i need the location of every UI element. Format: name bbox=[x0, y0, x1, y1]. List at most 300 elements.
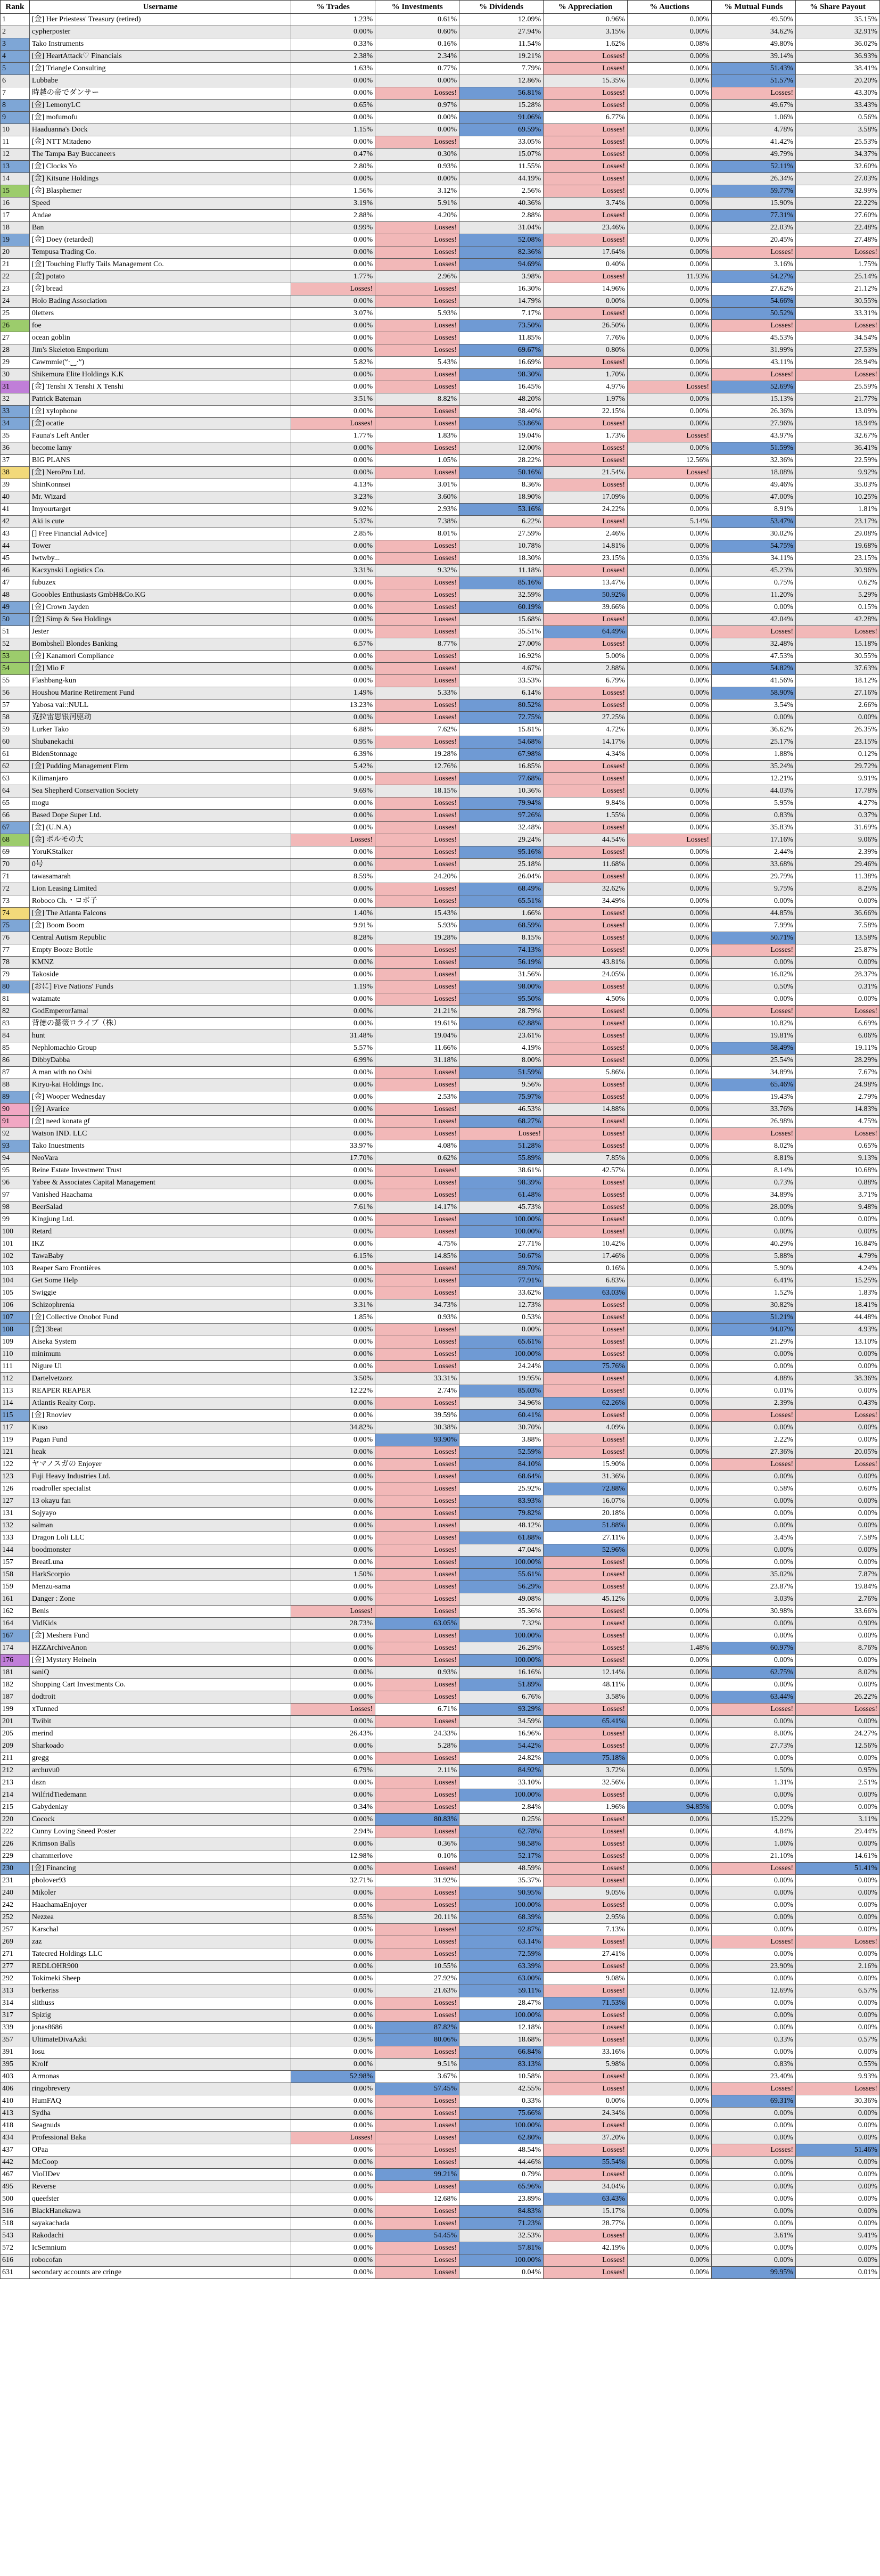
username-cell[interactable]: Professional Baka bbox=[29, 2132, 291, 2144]
username-cell[interactable]: Kilimanjaro bbox=[29, 773, 291, 785]
username-cell[interactable]: Schizophrenia bbox=[29, 1299, 291, 1312]
investments-cell: 80.83% bbox=[375, 1814, 459, 1826]
auctions-cell: 0.00% bbox=[628, 14, 712, 26]
username-cell[interactable]: Central Autism Republic bbox=[29, 932, 291, 944]
appreciation-cell: 23.15% bbox=[544, 553, 628, 565]
username-cell[interactable]: minimum bbox=[29, 1348, 291, 1361]
username-cell[interactable]: A man with no Oshi bbox=[29, 1067, 291, 1079]
username-cell[interactable]: Gooobles Enthusiasts GmbH&Co.KG bbox=[29, 589, 291, 602]
mutual-funds-cell: 8.91% bbox=[712, 504, 796, 516]
trades-cell: 3.50% bbox=[291, 1373, 375, 1385]
username-cell[interactable]: 克拉雷思银河驱动 bbox=[29, 712, 291, 724]
share-payout-cell: Losses! bbox=[795, 1128, 879, 1140]
username-cell[interactable]: [金] Tenshi X Tenshi X Tenshi bbox=[29, 381, 291, 393]
username-cell[interactable]: Kaczynski Logistics Co. bbox=[29, 565, 291, 577]
table-row bbox=[1, 2059, 880, 2071]
mutual-funds-cell: 58.49% bbox=[712, 1042, 796, 1055]
username-cell[interactable]: Dragon Loli LLC bbox=[29, 1532, 291, 1544]
username-cell[interactable]: fubuzex bbox=[29, 577, 291, 589]
username-cell[interactable]: YoruKStalker bbox=[29, 846, 291, 859]
username-cell[interactable]: Fauna's Left Antler bbox=[29, 430, 291, 442]
username-cell[interactable]: Mikoler bbox=[29, 1887, 291, 1899]
table-row bbox=[1, 467, 880, 479]
username-cell[interactable]: Tako Inuestments bbox=[29, 1140, 291, 1153]
username-cell[interactable]: Jester bbox=[29, 626, 291, 638]
username-cell[interactable]: IcSemnium bbox=[29, 2242, 291, 2254]
investments-cell: 0.00% bbox=[375, 75, 459, 87]
username-cell[interactable]: Seagnuds bbox=[29, 2120, 291, 2132]
username-cell[interactable]: [金] need konata gf bbox=[29, 1116, 291, 1128]
username-cell[interactable]: [金] Doey (retarded) bbox=[29, 234, 291, 246]
username-cell[interactable]: [金] Blasphemer bbox=[29, 185, 291, 197]
username-cell[interactable]: The Tampa Bay Buccaneers bbox=[29, 149, 291, 161]
trades-cell: 0.00% bbox=[291, 1814, 375, 1826]
dividends-cell: 54.42% bbox=[459, 1740, 544, 1752]
rank-cell: 91 bbox=[1, 1116, 30, 1128]
appreciation-cell: 34.49% bbox=[544, 895, 628, 908]
mutual-funds-cell: 2.22% bbox=[712, 1434, 796, 1446]
trades-cell: 0.00% bbox=[291, 2022, 375, 2034]
table-row bbox=[1, 1789, 880, 1801]
username-cell[interactable]: Tempusa Trading Co. bbox=[29, 246, 291, 259]
username-cell[interactable]: [金] (U.N.A) bbox=[29, 822, 291, 834]
username-cell[interactable]: Menzu-sama bbox=[29, 1581, 291, 1593]
username-cell[interactable]: chammerlove bbox=[29, 1850, 291, 1863]
username-cell[interactable]: 0号 bbox=[29, 859, 291, 871]
username-cell[interactable]: 背徳の薔薇ロライブ（株） bbox=[29, 1018, 291, 1030]
username-cell[interactable]: Rakodachi bbox=[29, 2230, 291, 2242]
username-cell[interactable]: [金] Clocks Yo bbox=[29, 161, 291, 173]
username-cell[interactable]: [金] LemonyLC bbox=[29, 100, 291, 112]
username-cell[interactable]: HZZArchiveAnon bbox=[29, 1642, 291, 1655]
username-cell[interactable]: Danger : Zone bbox=[29, 1593, 291, 1606]
username-cell[interactable]: [金] Rnoviev bbox=[29, 1410, 291, 1422]
username-cell[interactable]: Aki is cute bbox=[29, 516, 291, 528]
rank-cell: 157 bbox=[1, 1557, 30, 1569]
investments-cell: 12.68% bbox=[375, 2193, 459, 2205]
share-payout-cell: 23.15% bbox=[795, 736, 879, 748]
username-cell[interactable]: [金] Financing bbox=[29, 1863, 291, 1875]
table-row bbox=[1, 173, 880, 185]
username-cell[interactable]: [金] HeartAttack♡ Financials bbox=[29, 51, 291, 63]
investments-cell: Losses! bbox=[375, 136, 459, 149]
username-cell[interactable]: Dartelvetzorz bbox=[29, 1373, 291, 1385]
trades-cell: 0.33% bbox=[291, 38, 375, 51]
appreciation-cell: Losses! bbox=[544, 87, 628, 100]
dividends-cell: 98.39% bbox=[459, 1177, 544, 1189]
dividends-cell: 68.59% bbox=[459, 920, 544, 932]
username-cell[interactable]: VidKids bbox=[29, 1618, 291, 1630]
dividends-cell: 85.16% bbox=[459, 577, 544, 589]
username-cell[interactable]: [金] Crown Jayden bbox=[29, 602, 291, 614]
username-cell[interactable]: ヤマノスガの Enjoyer bbox=[29, 1459, 291, 1471]
username-cell[interactable]: Yabosa vai::NULL bbox=[29, 699, 291, 712]
username-cell[interactable]: watamate bbox=[29, 993, 291, 1006]
username-cell[interactable]: Iosu bbox=[29, 2046, 291, 2059]
username-cell[interactable]: Haaduanna's Dock bbox=[29, 124, 291, 136]
username-cell[interactable]: GodEmperorJamal bbox=[29, 1006, 291, 1018]
username-cell[interactable]: Twibit bbox=[29, 1716, 291, 1728]
auctions-cell: 0.00% bbox=[628, 1495, 712, 1508]
username-cell[interactable]: roadroller specialist bbox=[29, 1483, 291, 1495]
username-cell[interactable]: [金] Touching Fluffy Tails Management Co. bbox=[29, 259, 291, 271]
username-cell[interactable]: [金] Meshera Fund bbox=[29, 1630, 291, 1642]
username-cell[interactable]: Tako Instruments bbox=[29, 38, 291, 51]
username-cell[interactable]: Empty Booze Bottle bbox=[29, 944, 291, 957]
header-share-payout[interactable]: % Share Payout bbox=[795, 1, 879, 14]
username-cell[interactable]: [金] Avarice bbox=[29, 1104, 291, 1116]
username-cell[interactable]: [金] xylophone bbox=[29, 406, 291, 418]
username-cell[interactable]: heak bbox=[29, 1446, 291, 1459]
share-payout-cell: 33.66% bbox=[795, 1606, 879, 1618]
username-cell[interactable]: IKZ bbox=[29, 1238, 291, 1250]
share-payout-cell: 29.08% bbox=[795, 528, 879, 540]
username-cell[interactable]: [金] NTT Mitadeno bbox=[29, 136, 291, 149]
mutual-funds-cell: 35.02% bbox=[712, 1569, 796, 1581]
username-cell[interactable]: Based Dope Super Ltd. bbox=[29, 810, 291, 822]
header-username[interactable]: Username bbox=[29, 1, 291, 14]
username-cell[interactable]: [金] Kanamori Compliance bbox=[29, 651, 291, 663]
username-cell[interactable]: [金] Mio F bbox=[29, 663, 291, 675]
auctions-cell: 0.00% bbox=[628, 944, 712, 957]
username-cell[interactable]: jonas8686 bbox=[29, 2022, 291, 2034]
table-row bbox=[1, 1887, 880, 1899]
appreciation-cell: 16.07% bbox=[544, 1495, 628, 1508]
appreciation-cell: 34.04% bbox=[544, 2181, 628, 2193]
username-cell[interactable]: Lion Leasing Limited bbox=[29, 883, 291, 895]
username-cell[interactable]: VioIIDev bbox=[29, 2169, 291, 2181]
username-cell[interactable]: [金] Triangle Consulting bbox=[29, 63, 291, 75]
trades-cell: Losses! bbox=[291, 283, 375, 295]
username-cell[interactable]: Shubanekachi bbox=[29, 736, 291, 748]
appreciation-cell: 32.62% bbox=[544, 883, 628, 895]
username-cell[interactable]: Jim's Skeleton Emporium bbox=[29, 344, 291, 357]
username-cell[interactable]: [金] Pudding Management Firm bbox=[29, 761, 291, 773]
username-cell[interactable]: Sea Shepherd Conservation Society bbox=[29, 785, 291, 797]
username-cell[interactable]: queefster bbox=[29, 2193, 291, 2205]
username-cell[interactable]: Reaper Saro Frontières bbox=[29, 1263, 291, 1275]
username-cell[interactable]: dodtroit bbox=[29, 1691, 291, 1703]
username-cell[interactable]: Sojyayo bbox=[29, 1508, 291, 1520]
username-cell[interactable]: [金] ocatie bbox=[29, 418, 291, 430]
username-cell[interactable]: [金] NeroPro Ltd. bbox=[29, 467, 291, 479]
username-cell[interactable]: Imyourtarget bbox=[29, 504, 291, 516]
username-cell[interactable]: HarkScorpio bbox=[29, 1569, 291, 1581]
dividends-cell: 62.88% bbox=[459, 1018, 544, 1030]
table-row bbox=[1, 51, 880, 63]
username-cell[interactable]: BidenStonnage bbox=[29, 748, 291, 761]
username-cell[interactable]: Speed bbox=[29, 197, 291, 210]
appreciation-cell: Losses! bbox=[544, 1618, 628, 1630]
username-cell[interactable]: become lamy bbox=[29, 442, 291, 455]
dividends-cell: 16.85% bbox=[459, 761, 544, 773]
username-cell[interactable]: Mr. Wizard bbox=[29, 491, 291, 504]
username-cell[interactable]: sayakachada bbox=[29, 2218, 291, 2230]
table-row bbox=[1, 504, 880, 516]
auctions-cell: 0.00% bbox=[628, 185, 712, 197]
username-cell[interactable]: Tokimeki Sheep bbox=[29, 1973, 291, 1985]
username-cell[interactable]: 13 okayu fan bbox=[29, 1495, 291, 1508]
dividends-cell: 4.67% bbox=[459, 663, 544, 675]
username-cell[interactable]: BeerSalad bbox=[29, 1201, 291, 1214]
username-cell[interactable]: Atlantis Realty Corp. bbox=[29, 1397, 291, 1410]
username-cell[interactable]: 時越の帝でダンサー bbox=[29, 87, 291, 100]
username-cell[interactable]: berkeriss bbox=[29, 1985, 291, 1997]
username-cell[interactable]: ocean goblin bbox=[29, 332, 291, 344]
username-cell[interactable]: Patrick Bateman bbox=[29, 393, 291, 406]
mutual-funds-cell: 29.79% bbox=[712, 871, 796, 883]
username-cell[interactable]: Pagan Fund bbox=[29, 1434, 291, 1446]
rank-cell: 59 bbox=[1, 724, 30, 736]
table-row bbox=[1, 418, 880, 430]
username-cell[interactable]: Gabydeniay bbox=[29, 1801, 291, 1814]
username-cell[interactable]: [金] 3beat bbox=[29, 1324, 291, 1336]
share-payout-cell: Losses! bbox=[795, 246, 879, 259]
dividends-cell: 100.00% bbox=[459, 2010, 544, 2022]
username-cell[interactable]: Cawmmie(ᐡ·‿·ᐡ) bbox=[29, 357, 291, 369]
header-appreciation[interactable]: % Appreciation bbox=[544, 1, 628, 14]
appreciation-cell: Losses! bbox=[544, 1581, 628, 1593]
username-cell[interactable]: Iwtwby... bbox=[29, 553, 291, 565]
username-cell[interactable]: [おに] Five Nations' Funds bbox=[29, 981, 291, 993]
username-cell[interactable]: Karschal bbox=[29, 1924, 291, 1936]
username-cell[interactable]: KMNZ bbox=[29, 957, 291, 969]
username-cell[interactable]: mogu bbox=[29, 797, 291, 810]
username-cell[interactable]: pbolover93 bbox=[29, 1875, 291, 1887]
username-cell[interactable]: Vanished Haachama bbox=[29, 1189, 291, 1201]
table-row bbox=[1, 381, 880, 393]
dividends-cell: 33.05% bbox=[459, 136, 544, 149]
username-cell[interactable]: Sharkoado bbox=[29, 1740, 291, 1752]
username-cell[interactable]: WilfridTiedemann bbox=[29, 1789, 291, 1801]
header-trades[interactable]: % Trades bbox=[291, 1, 375, 14]
username-cell[interactable]: gregg bbox=[29, 1752, 291, 1765]
username-cell[interactable]: boodmonster bbox=[29, 1544, 291, 1557]
username-cell[interactable]: salman bbox=[29, 1520, 291, 1532]
trades-cell: 0.00% bbox=[291, 2059, 375, 2071]
username-cell[interactable]: Nigure Ui bbox=[29, 1361, 291, 1373]
username-cell[interactable]: [金] ボルモの大 bbox=[29, 834, 291, 846]
trades-cell: 17.70% bbox=[291, 1153, 375, 1165]
rank-cell: 54 bbox=[1, 663, 30, 675]
auctions-cell: 0.00% bbox=[628, 1606, 712, 1618]
trades-cell: 0.00% bbox=[291, 1789, 375, 1801]
table-row bbox=[1, 1177, 880, 1189]
share-payout-cell: 18.94% bbox=[795, 418, 879, 430]
username-cell[interactable]: ShinKonnsei bbox=[29, 479, 291, 491]
dividends-cell: 0.04% bbox=[459, 2267, 544, 2279]
investments-cell: Losses! bbox=[375, 773, 459, 785]
username-cell[interactable]: BIG PLANS bbox=[29, 455, 291, 467]
username-cell[interactable]: Krolf bbox=[29, 2059, 291, 2071]
table-row bbox=[1, 393, 880, 406]
username-cell[interactable]: secondary accounts are cringe bbox=[29, 2267, 291, 2279]
username-cell[interactable]: [金] Kitsune Holdings bbox=[29, 173, 291, 185]
username-cell[interactable]: cypherposter bbox=[29, 26, 291, 38]
username-cell[interactable]: [金] potato bbox=[29, 271, 291, 283]
header-dividends[interactable]: % Dividends bbox=[459, 1, 544, 14]
investments-cell: Losses! bbox=[375, 2010, 459, 2022]
rank-cell: 87 bbox=[1, 1067, 30, 1079]
username-cell[interactable]: [金] bread bbox=[29, 283, 291, 295]
share-payout-cell: Losses! bbox=[795, 320, 879, 332]
trades-cell: 52.98% bbox=[291, 2071, 375, 2083]
table-row bbox=[1, 724, 880, 736]
username-cell[interactable]: Kiryu-kai Holdings Inc. bbox=[29, 1079, 291, 1091]
username-cell[interactable]: archuvu0 bbox=[29, 1765, 291, 1777]
username-cell[interactable]: HumFAQ bbox=[29, 2095, 291, 2108]
username-cell[interactable]: [] Free Financial Advice] bbox=[29, 528, 291, 540]
username-cell[interactable]: Tatecred Holdings LLC bbox=[29, 1948, 291, 1961]
username-cell[interactable]: Holo Bading Association bbox=[29, 295, 291, 308]
username-cell[interactable]: Reverse bbox=[29, 2181, 291, 2193]
rank-cell: 230 bbox=[1, 1863, 30, 1875]
mutual-funds-cell: 0.00% bbox=[712, 1899, 796, 1912]
username-cell[interactable]: HaachamaEnjoyer bbox=[29, 1899, 291, 1912]
mutual-funds-cell: 1.50% bbox=[712, 1765, 796, 1777]
username-cell[interactable]: Shikemura Elite Holdings K.K bbox=[29, 369, 291, 381]
username-cell[interactable]: REAPER REAPER bbox=[29, 1385, 291, 1397]
trades-cell: 0.00% bbox=[291, 1324, 375, 1336]
trades-cell: 0.00% bbox=[291, 1287, 375, 1299]
rank-cell: 292 bbox=[1, 1973, 30, 1985]
trades-cell: 1.85% bbox=[291, 1312, 375, 1324]
username-cell[interactable]: merind bbox=[29, 1728, 291, 1740]
username-cell[interactable]: DibbyDabba bbox=[29, 1055, 291, 1067]
username-cell[interactable]: BlackHanekawa bbox=[29, 2205, 291, 2218]
username-cell[interactable]: Yabee & Associates Capital Management bbox=[29, 1177, 291, 1189]
username-cell[interactable]: Nezzea bbox=[29, 1912, 291, 1924]
dividends-cell: 44.46% bbox=[459, 2157, 544, 2169]
username-cell[interactable]: Flashbang-kun bbox=[29, 675, 291, 687]
header-rank[interactable]: Rank bbox=[1, 1, 30, 14]
share-payout-cell: 2.79% bbox=[795, 1091, 879, 1104]
username-cell[interactable]: REDLOHR900 bbox=[29, 1961, 291, 1973]
username-cell[interactable]: Andae bbox=[29, 210, 291, 222]
username-cell[interactable]: [金] Simp & Sea Holdings bbox=[29, 614, 291, 626]
username-cell[interactable]: Retard bbox=[29, 1226, 291, 1238]
share-payout-cell: 25.59% bbox=[795, 381, 879, 393]
username-cell[interactable]: NeoVara bbox=[29, 1153, 291, 1165]
username-cell[interactable]: [金] mofumofu bbox=[29, 112, 291, 124]
username-cell[interactable]: OPaa bbox=[29, 2144, 291, 2157]
trades-cell: 0.00% bbox=[291, 883, 375, 895]
username-cell[interactable]: McCoop bbox=[29, 2157, 291, 2169]
share-payout-cell: 32.99% bbox=[795, 185, 879, 197]
username-cell[interactable]: [金] Her Priestess' Treasury (retired) bbox=[29, 14, 291, 26]
username-cell[interactable]: Kuso bbox=[29, 1422, 291, 1434]
username-cell[interactable]: Shopping Cart Investments Co. bbox=[29, 1679, 291, 1691]
username-cell[interactable]: TawaBaby bbox=[29, 1250, 291, 1263]
auctions-cell: 0.00% bbox=[628, 1557, 712, 1569]
username-cell[interactable]: foe bbox=[29, 320, 291, 332]
auctions-cell: 0.00% bbox=[628, 234, 712, 246]
share-payout-cell: 25.87% bbox=[795, 944, 879, 957]
username-cell[interactable]: saniQ bbox=[29, 1667, 291, 1679]
header-auctions[interactable]: % Auctions bbox=[628, 1, 712, 14]
username-cell[interactable]: 0letters bbox=[29, 308, 291, 320]
username-cell[interactable]: Armonas bbox=[29, 2071, 291, 2083]
username-cell[interactable]: Sydha bbox=[29, 2108, 291, 2120]
dividends-cell: 100.00% bbox=[459, 2120, 544, 2132]
username-cell[interactable]: [金] Collective Onobot Fund bbox=[29, 1312, 291, 1324]
header-investments[interactable]: % Investments bbox=[375, 1, 459, 14]
share-payout-cell: 0.00% bbox=[795, 1471, 879, 1483]
username-cell[interactable]: Reine Estate Investment Trust bbox=[29, 1165, 291, 1177]
auctions-cell: 0.00% bbox=[628, 1716, 712, 1728]
dividends-cell: 16.45% bbox=[459, 381, 544, 393]
username-cell[interactable]: [金] The Atlanta Falcons bbox=[29, 908, 291, 920]
dividends-cell: 65.96% bbox=[459, 2181, 544, 2193]
share-payout-cell: 6.69% bbox=[795, 1018, 879, 1030]
username-cell[interactable]: Ban bbox=[29, 222, 291, 234]
investments-cell: 33.31% bbox=[375, 1373, 459, 1385]
username-cell[interactable]: Watson IND. LLC bbox=[29, 1128, 291, 1140]
appreciation-cell: Losses! bbox=[544, 136, 628, 149]
username-cell[interactable]: [金] Wooper Wednesday bbox=[29, 1091, 291, 1104]
mutual-funds-cell: 0.00% bbox=[712, 2181, 796, 2193]
auctions-cell: 0.00% bbox=[628, 1091, 712, 1104]
username-cell[interactable]: slithuss bbox=[29, 1997, 291, 2010]
rank-cell: 104 bbox=[1, 1275, 30, 1287]
username-cell[interactable]: ringobrevery bbox=[29, 2083, 291, 2095]
username-cell[interactable]: Roboco Ch.・ロボ子 bbox=[29, 895, 291, 908]
username-cell[interactable]: Spizig bbox=[29, 2010, 291, 2022]
username-cell[interactable]: tawasamarah bbox=[29, 871, 291, 883]
username-cell[interactable]: Lubbabe bbox=[29, 75, 291, 87]
username-cell[interactable]: hunt bbox=[29, 1030, 291, 1042]
table-row bbox=[1, 1446, 880, 1459]
username-cell[interactable]: [金] Mystery Heinein bbox=[29, 1655, 291, 1667]
username-cell[interactable]: Aiseka System bbox=[29, 1336, 291, 1348]
username-cell[interactable]: Cunny Loving Sneed Poster bbox=[29, 1826, 291, 1838]
username-cell[interactable]: Bombshell Blondes Banking bbox=[29, 638, 291, 651]
username-cell[interactable]: Lurker Tako bbox=[29, 724, 291, 736]
username-cell[interactable]: Krimson Balls bbox=[29, 1838, 291, 1850]
username-cell[interactable]: dazn bbox=[29, 1777, 291, 1789]
dividends-cell: 12.86% bbox=[459, 75, 544, 87]
investments-cell: Losses! bbox=[375, 1116, 459, 1128]
username-cell[interactable]: Get Some Help bbox=[29, 1275, 291, 1287]
username-cell[interactable]: zaz bbox=[29, 1936, 291, 1948]
header-mutual-funds[interactable]: % Mutual Funds bbox=[712, 1, 796, 14]
username-cell[interactable]: Houshou Marine Retirement Fund bbox=[29, 687, 291, 699]
username-cell[interactable]: robocofan bbox=[29, 2254, 291, 2267]
username-cell[interactable]: [金] Boom Boom bbox=[29, 920, 291, 932]
mutual-funds-cell: 0.00% bbox=[712, 2205, 796, 2218]
appreciation-cell: 24.05% bbox=[544, 969, 628, 981]
username-cell[interactable]: UltimateDivaAzki bbox=[29, 2034, 291, 2046]
username-cell[interactable]: Swiggie bbox=[29, 1287, 291, 1299]
username-cell[interactable]: Takoside bbox=[29, 969, 291, 981]
investments-cell: Losses! bbox=[375, 1581, 459, 1593]
username-cell[interactable]: Cocock bbox=[29, 1814, 291, 1826]
share-payout-cell: 9.13% bbox=[795, 1153, 879, 1165]
share-payout-cell: 0.01% bbox=[795, 2267, 879, 2279]
username-cell[interactable]: BreatLuna bbox=[29, 1557, 291, 1569]
username-cell[interactable]: Benis bbox=[29, 1606, 291, 1618]
appreciation-cell: Losses! bbox=[544, 1655, 628, 1667]
username-cell[interactable]: Fuji Heavy Industries Ltd. bbox=[29, 1471, 291, 1483]
username-cell[interactable]: Kingjung Ltd. bbox=[29, 1214, 291, 1226]
rank-cell: 182 bbox=[1, 1679, 30, 1691]
table-row bbox=[1, 1973, 880, 1985]
username-cell[interactable]: xTunned bbox=[29, 1703, 291, 1716]
username-cell[interactable]: Tower bbox=[29, 540, 291, 553]
username-cell[interactable]: Nephlomachio Group bbox=[29, 1042, 291, 1055]
appreciation-cell: Losses! bbox=[544, 173, 628, 185]
appreciation-cell: Losses! bbox=[544, 149, 628, 161]
